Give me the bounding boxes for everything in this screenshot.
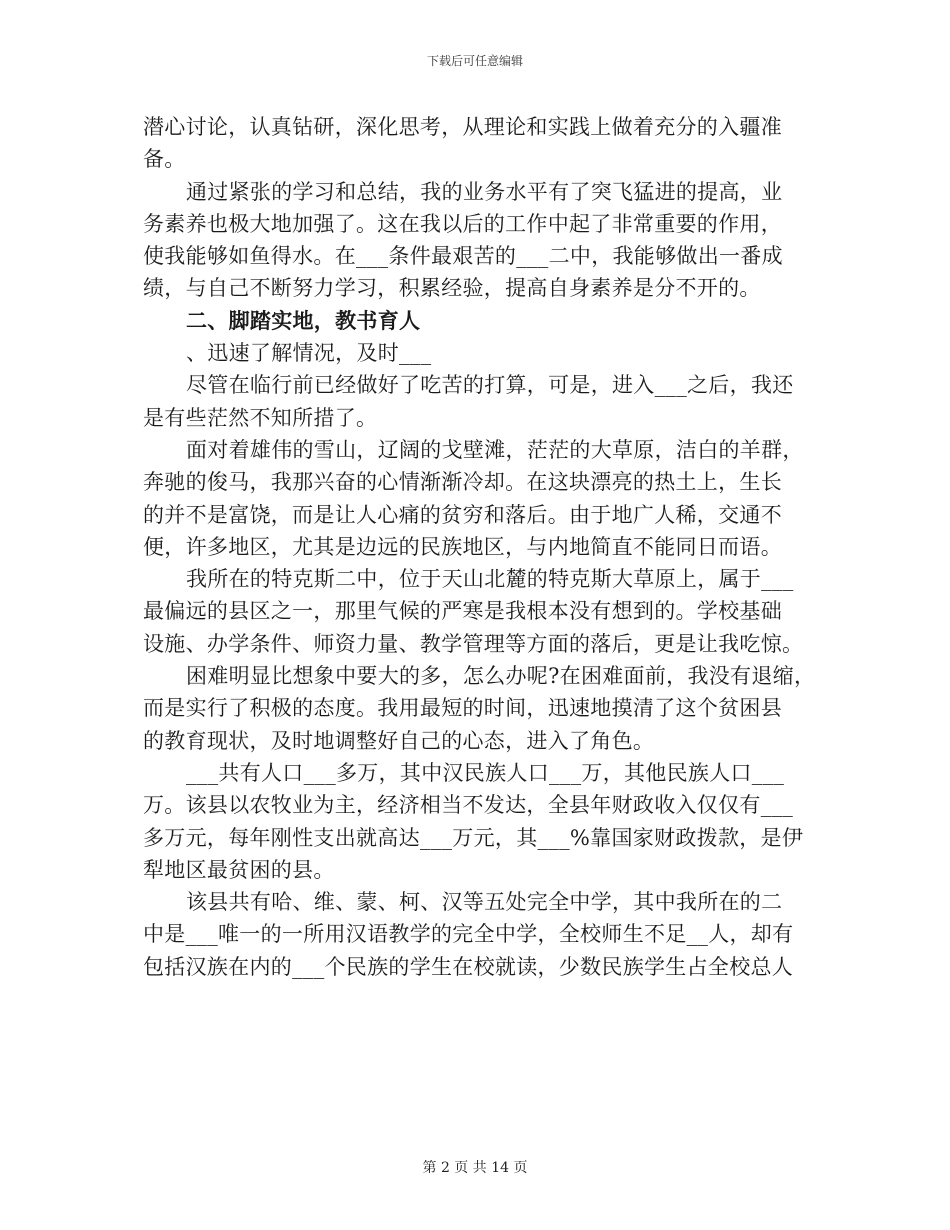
document-body (143, 111, 815, 983)
text-line: 包括汉族在内的___个民族的学生在校就读，少数民族学生占全校总人 (143, 954, 794, 979)
text-line: 绩，与自己不断努力学习，积累经验，提高自身素养是分不开的。 (143, 276, 761, 301)
text-line: 尽管在临行前已经做好了吃苦的打算，可是，进入___之后，我还 (186, 373, 794, 398)
text-line: 便，许多地区，尤其是边远的民族地区，与内地简直不能同日而语。 (143, 534, 782, 559)
text-line: ___共有人口___多万，其中汉民族人口___万，其他民族人口___ (186, 760, 785, 785)
text-line: 中是___唯一的一所用汉语教学的完全中学，全校师生不足__人，却有 (143, 922, 794, 947)
text-line: 是有些茫然不知所措了。 (143, 405, 378, 430)
text-line: 通过紧张的学习和总结，我的业务水平有了突飞猛进的提高，业 (186, 179, 783, 204)
text-line: 奔驰的俊马，我那兴奋的心情渐渐冷却。在这块漂亮的热土上，生长 (143, 470, 782, 495)
text-line: 务素养也极大地加强了。这在我以后的工作中起了非常重要的作用， (143, 211, 782, 236)
text-line: 、迅速了解情况，及时___ (186, 341, 432, 366)
text-line: 万。该县以农牧业为主，经济相当不发达，全县年财政收入仅仅有___ (143, 793, 794, 818)
text-line: 备。 (143, 147, 186, 172)
text-line: 的教育现状，及时地调整好自己的心态，进入了角色。 (143, 728, 655, 753)
text-line: 我所在的特克斯二中，位于天山北麓的特克斯大草原上，属于___ (186, 567, 794, 592)
text-line: 的并不是富饶，而是让人心痛的贫穷和落后。由于地广人稀，交通不 (143, 502, 782, 527)
text-line: 犁地区最贫困的县。 (143, 857, 335, 882)
text-line: 最偏远的县区之一，那里气候的严寒是我根本没有想到的。学校基础 (143, 599, 782, 624)
page-footer: 第 2 页 共 14 页 (422, 1160, 528, 1176)
text-line: 该县共有哈、维、蒙、柯、汉等五处完全中学，其中我所在的二 (186, 890, 783, 915)
page-header: 下载后可任意编辑 (426, 54, 523, 68)
text-line: 面对着雄伟的雪山，辽阔的戈壁滩，茫茫的大草原，洁白的羊群， (186, 437, 804, 462)
text-line: 潜心讨论，认真钻研，深化思考，从理论和实践上做着充分的入疆准 (143, 115, 782, 139)
text-line: 使我能够如鱼得水。在___条件最艰苦的___二中，我能够做出一番成 (143, 244, 783, 269)
text-line: 困难明显比想象中要大的多，怎么办呢?在困难面前，我没有退缩， (186, 664, 816, 689)
text-line: 多万元，每年刚性支出就高达___万元，其___%靠国家财政拨款，是伊 (143, 825, 804, 850)
section-heading: 二、脚踏实地，教书育人 (186, 307, 421, 333)
text-line: 而是实行了积极的态度。我用最短的时间，迅速地摸清了这个贫困县 (143, 696, 782, 721)
text-line: 设施、办学条件、师资力量、教学管理等方面的落后，更是让我吃惊。 (143, 631, 804, 656)
